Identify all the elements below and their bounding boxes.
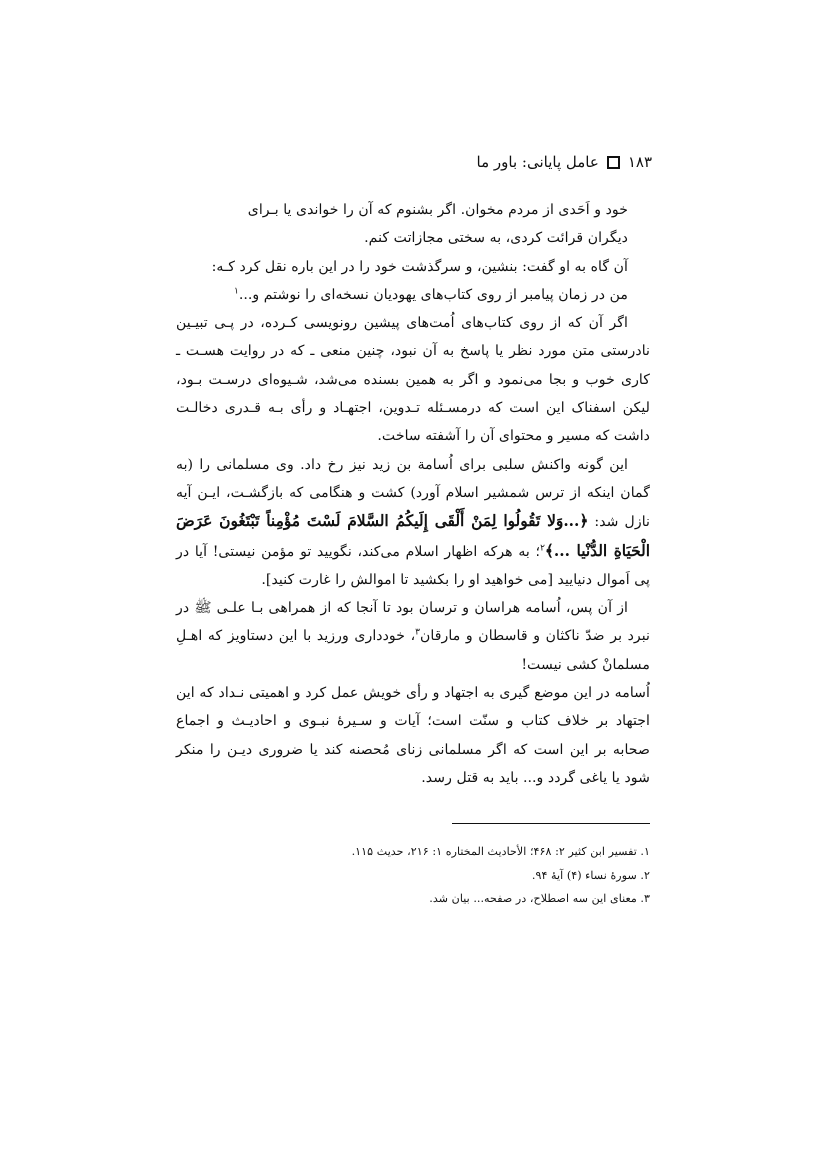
paragraph-text: این گونه واکنش سلبی برای اُسامة بن زید نیز رخ داد. وی مسلمانی را (به گمان اینکه از ترس شمشیر اسلام آورد) کشت و هنگامی که بازگشـت، ایـن آیه نازل شد: <box>176 456 650 531</box>
running-title: عامل پایانی: باور ما <box>476 153 599 171</box>
square-ornament-icon <box>607 156 620 169</box>
page-header <box>176 153 652 171</box>
quran-verse: ﴿...وَلا تَقُولُوا لِمَنْ أَلْقَى إِلَيكُمُ السَّلامَ لَسْتَ مُؤْمِناً تَبْتَغُونَ عَرَضَ الْحَيَاةِ الدُّنْيا ...﴾ <box>176 512 650 560</box>
page-number: ۱۸۳ <box>627 153 652 171</box>
paragraph: اگر آن که از روی کتاب‌های اُمت‌های پیشین رونویسی کـرده، در پـی تبیـین نادرستی متن مورد نظر یا پاسخ به آن نبود، چنین منعی ـ که در روایت هسـت ـ کاری خوب و بجا می‌نمود و اگر به همین بسنده می‌شد، شـیوه‌ای درسـت بـود، لیکن اسفناک این است که درمسـئله تـدوین، اجتهـاد و رأی بـه قـدری دخالـت داشت که مسیر و محتوای آن را آشفته ساخت. <box>176 315 650 445</box>
paragraph: اُسامه در این موضع گیری به اجتهاد و رأی خویش عمل کرد و اهمیتی نـداد که این اجتهاد بر خلاف کتاب و سنّت است؛ آیات و سـیرۀ نبـوی و احادیـث و اجماع صحابه بر این است که اگر مسلمانی زنای مُحصنه کند یا ضروری دیـن را منکر شود یا یاغی گردد و... باید به قتل رسد. <box>176 685 650 786</box>
quote-line: خود و اَحَدی از مردم مخوان. اگر بشنوم که آن را خواندی یا بـرای <box>247 202 628 218</box>
footnote-marker: ۲ <box>540 542 545 553</box>
quote-line <box>176 281 628 309</box>
footnote: ۲. سورۀ نساء (۴) آیۀ ۹۴. <box>531 868 650 882</box>
footnote-marker: ۱ <box>233 286 239 297</box>
honorific-symbol: ﷺ <box>194 600 212 617</box>
footnote: ۳. معنای این سه اصطلاح، در صفحه... بیان شد. <box>429 892 650 905</box>
paragraph-text: از آن پس، اُسامه هراسان و ترسان بود تا آنجا که از همراهی بـا علـی <box>211 600 628 617</box>
body-text <box>176 196 650 792</box>
quote-line: دیگران قرائت کردی، به سختی مجازاتت کنم. <box>364 230 628 247</box>
footnote-marker: ۳ <box>415 627 421 638</box>
quoted-passage <box>176 196 650 309</box>
paragraph-text: ، خودداری ورزید با این دستاویز که اهـلِ مسلمانْ کشی نیست! <box>176 628 650 673</box>
quote-line: آن گاه به او گفت: بنشین، و سرگذشت خود را در این باره نقل کرد کـه: <box>211 258 628 275</box>
paragraph <box>176 594 650 679</box>
paragraph-text: ؛ به هرکه اظهار اسلام می‌کند، نگویید تو مؤمن نیستی! آیا در پی اَموال دنیایید [می خواهید او را بکشید تا اموالش را غارت کنید]. <box>176 543 650 588</box>
paragraph-text: در نبرد بر ضدّ ناکثان و قاسطان و مارقان <box>176 600 650 645</box>
footnote: ۱. تفسیر ابن کثیر ۲: ۴۶۸؛ الأحادیث المختاره ۱: ۲۱۶، حدیث ۱۱۵. <box>351 845 650 858</box>
footnotes <box>176 840 650 911</box>
paragraph <box>176 451 650 594</box>
footnote-separator <box>452 823 650 824</box>
quote-text: من در زمان پیامبر از روی کتاب‌های یهودیان نسخه‌ای را نوشتم و... <box>238 286 628 303</box>
